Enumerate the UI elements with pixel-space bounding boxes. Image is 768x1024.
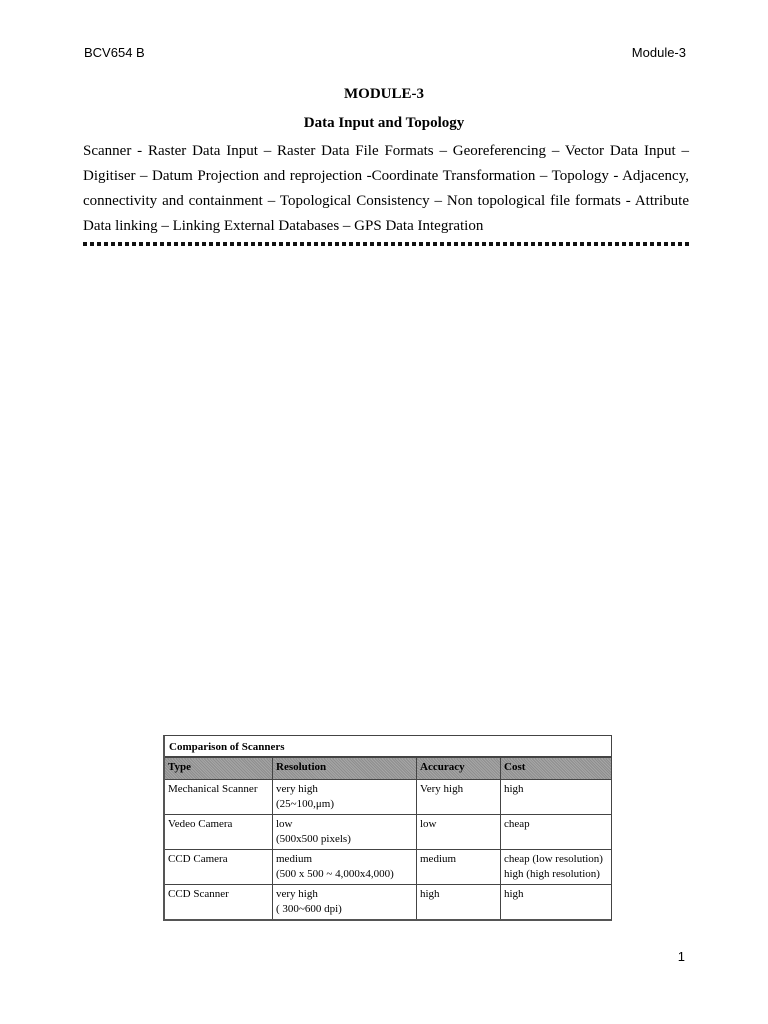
table-row <box>165 850 611 885</box>
cost-line: cheap (low resolution) <box>504 853 603 865</box>
cell-resolution <box>273 780 417 815</box>
cost-line: high (high resolution) <box>504 868 600 880</box>
table-row <box>165 815 611 850</box>
cell-accuracy: low <box>417 815 501 850</box>
page-number: 1 <box>677 949 685 964</box>
scanner-comparison-table <box>163 735 612 921</box>
cell-accuracy: Very high <box>417 780 501 815</box>
cell-type: Mechanical Scanner <box>165 780 273 815</box>
cell-cost <box>501 815 612 850</box>
cell-accuracy: medium <box>417 850 501 885</box>
header-module-label: Module-3 <box>631 45 686 60</box>
column-header-accuracy: Accuracy <box>417 758 501 780</box>
cell-type: CCD Camera <box>165 850 273 885</box>
table-row <box>165 780 611 815</box>
cell-accuracy: high <box>417 885 501 920</box>
resolution-level: low <box>276 818 293 830</box>
cell-type: Vedeo Camera <box>165 815 273 850</box>
cell-cost <box>501 850 612 885</box>
column-header-resolution: Resolution <box>273 758 417 780</box>
cost-line: high <box>504 783 524 795</box>
cell-resolution <box>273 850 417 885</box>
cell-cost <box>501 780 612 815</box>
resolution-range: (500x500 pixels) <box>276 833 351 845</box>
page-title: MODULE-3 <box>344 86 424 102</box>
column-header-type: Type <box>165 758 273 780</box>
resolution-range: (25~100,μm) <box>276 798 334 810</box>
table-caption: Comparison of Scanners <box>165 736 611 757</box>
dotted-divider <box>83 242 689 246</box>
syllabus-paragraph: Scanner - Raster Data Input – Raster Data File Formats – Georeferencing – Vector Data Input – Digitiser – Datum Projection and reprojection -Coordinate Transformation – Topology - Adjacency, connectivity and containment – Topological Consistency – Non topological file formats - Attribute Data linking – Linking External Databases – GPS Data Integration <box>83 143 689 234</box>
scanner-table <box>165 757 611 919</box>
table-header-row <box>165 758 611 780</box>
cell-type: CCD Scanner <box>165 885 273 920</box>
resolution-range: ( 300~600 dpi) <box>276 903 342 915</box>
cost-line: cheap <box>504 818 530 830</box>
cell-cost <box>501 885 612 920</box>
resolution-level: medium <box>276 853 313 865</box>
cell-resolution <box>273 815 417 850</box>
table-row <box>165 885 611 920</box>
page-subtitle: Data Input and Topology <box>303 115 465 131</box>
column-header-cost: Cost <box>501 758 612 780</box>
resolution-level: very high <box>276 888 318 900</box>
cost-line: high <box>504 888 524 900</box>
cell-resolution <box>273 885 417 920</box>
resolution-level: very high <box>276 783 318 795</box>
header-course-code: BCV654 B <box>84 45 145 60</box>
resolution-range: (500 x 500 ~ 4,000x4,000) <box>276 868 394 880</box>
